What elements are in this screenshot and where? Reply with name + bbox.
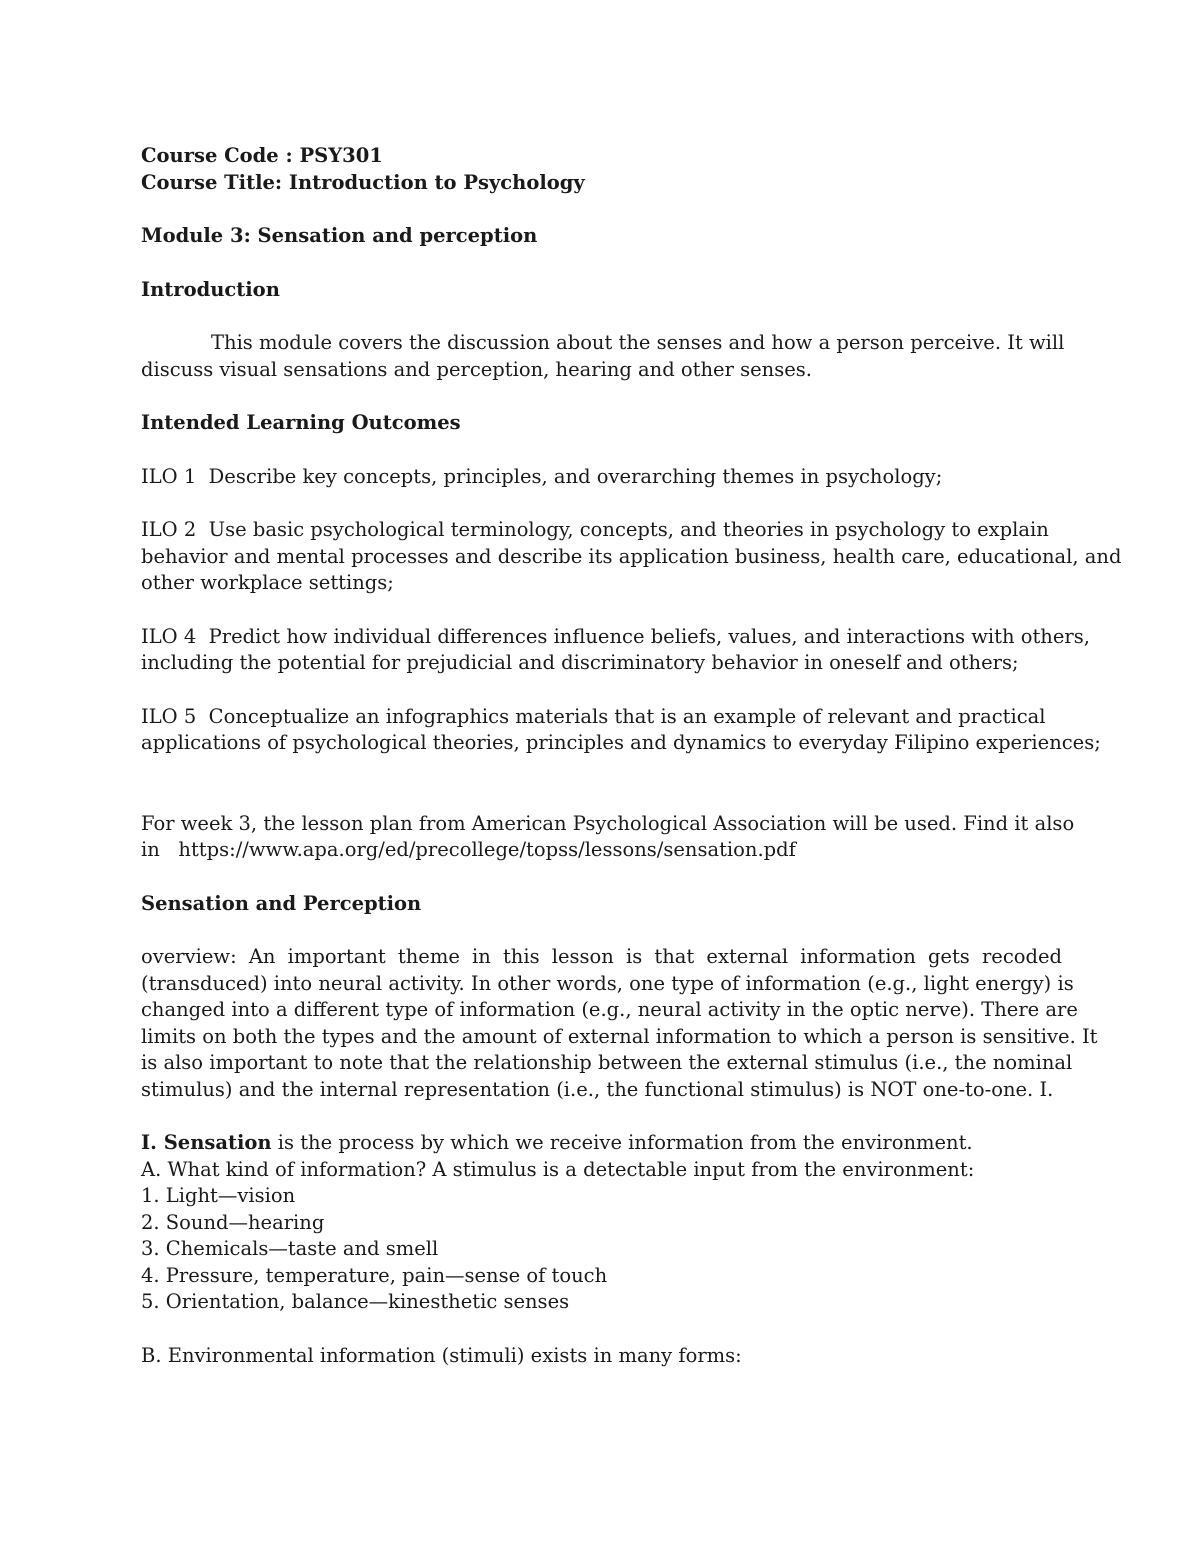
senses-list bbox=[141, 1183, 1062, 1316]
ilo-label: ILO 2 bbox=[141, 518, 197, 541]
overview-line: (transduced) into neural activity. In other words, one type of information (e.g., light energy) is bbox=[141, 971, 1074, 995]
introduction-line-2: discuss visual sensations and perception, hearing and other senses. bbox=[141, 357, 812, 381]
list-item: 3. Chemicals—taste and smell bbox=[141, 1237, 439, 1260]
list-item: 2. Sound—hearing bbox=[141, 1210, 325, 1234]
list-item: 1. Light—vision bbox=[141, 1184, 296, 1207]
ilo-text: other workplace settings; bbox=[141, 571, 394, 594]
sensation-definition: is the process by which we receive information from the environment. bbox=[271, 1131, 973, 1154]
lesson-plan-link[interactable]: https://www.apa.org/ed/precollege/topss/lessons/sensation.pdf bbox=[178, 838, 796, 861]
ilo-item bbox=[141, 464, 1062, 491]
ilo-text: Describe key concepts, principles, and overarching themes in psychology; bbox=[208, 464, 943, 488]
sensation-perception-heading: Sensation and Perception bbox=[141, 891, 422, 915]
overview-line: is also important to note that the relationship between the external stimulus (i.e., the nominal bbox=[141, 1051, 1073, 1074]
stimulus-question: A. What kind of information? A stimulus is a detectable input from the environment: bbox=[141, 1157, 975, 1181]
ilo-item bbox=[141, 517, 1122, 597]
course-title: Course Title: Introduction to Psychology bbox=[141, 170, 585, 194]
overview-line: limits on both the types and the amount of external information to which a person is sensitive. It bbox=[141, 1024, 1098, 1048]
outcomes-heading: Intended Learning Outcomes bbox=[141, 411, 461, 434]
module-title: Module 3: Sensation and perception bbox=[141, 224, 538, 247]
ilo-label: ILO 1 bbox=[141, 464, 197, 488]
environmental-info: B. Environmental information (stimuli) exists in many forms: bbox=[141, 1343, 742, 1367]
ilo-item bbox=[141, 704, 1101, 757]
course-code: Course Code : PSY301 bbox=[141, 144, 383, 167]
ilo-label: ILO 5 bbox=[141, 704, 197, 728]
list-item: 4. Pressure, temperature, pain—sense of touch bbox=[141, 1263, 608, 1287]
ilo-text: applications of psychological theories, principles and dynamics to everyday Filipino experiences; bbox=[141, 731, 1101, 754]
introduction-heading: Introduction bbox=[141, 277, 280, 301]
ilo-item bbox=[141, 624, 1090, 677]
introduction-line-1: This module covers the discussion about the senses and how a person perceive. It will bbox=[211, 331, 1065, 354]
sensation-term: I. Sensation bbox=[141, 1131, 272, 1154]
ilo-text: behavior and mental processes and describe its application business, health care, educational, and bbox=[141, 544, 1122, 568]
list-item: 5. Orientation, balance—kinesthetic senses bbox=[141, 1290, 570, 1313]
overview-line: changed into a different type of information (e.g., neural activity in the optic nerve). There are bbox=[141, 998, 1078, 1021]
ilo-text: Use basic psychological terminology, concepts, and theories in psychology to explain bbox=[208, 518, 1049, 541]
ilo-text: Predict how individual differences influence beliefs, values, and interactions with others, bbox=[208, 624, 1090, 648]
overview-line: overview: An important theme in this lesson is that external information gets recoded bbox=[141, 945, 1062, 968]
overview-line: stimulus) and the internal representation (i.e., the functional stimulus) is NOT one-to-one. I. bbox=[141, 1077, 1054, 1101]
ilo-label: ILO 4 bbox=[141, 624, 197, 648]
overview-paragraph bbox=[141, 944, 1098, 1103]
week-note-line-1: For week 3, the lesson plan from American Psychological Association will be used. Find it also bbox=[141, 811, 1075, 835]
ilo-text: Conceptualize an infographics materials that is an example of relevant and practical bbox=[208, 704, 1046, 728]
ilo-text: including the potential for prejudicial and discriminatory behavior in oneself and others; bbox=[141, 651, 1019, 674]
week-note-prefix: in bbox=[141, 838, 160, 861]
